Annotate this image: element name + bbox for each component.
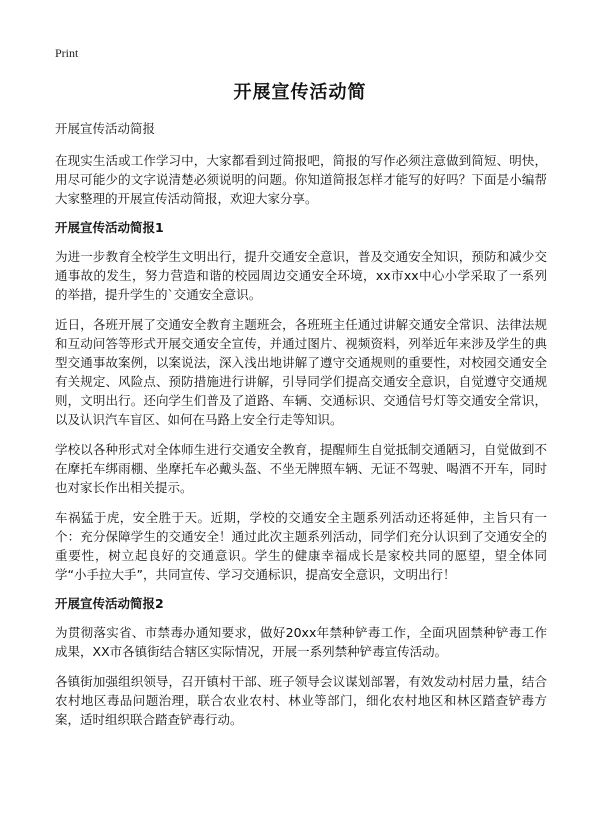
paragraph: 学校以各种形式对全体师生进行交通安全教育，提醒师生自觉抵制交通陋习，自觉做到不在摩托车绑雨棚、坐摩托车必戴头盔、不坐无牌照车辆、无证不驾驶、喝酒不开车，同时也对家长作出相关提示。 <box>55 442 547 495</box>
paragraph: 车祸猛于虎，安全胜于天。近期，学校的交通安全主题系列活动还将延伸，主旨只有一个：充分保障学生的交通安全！通过此次主题系列活动，同学们充分认识到了交通安全的重要性，树立起良好的交通意识。学生的健康幸福成长是家校共同的愿望，望全体同学“小手拉大手”，共同宣传、学习交通标识，提高安全意识，文明出行！ <box>55 510 547 582</box>
document-body <box>55 120 547 740</box>
section-1 <box>55 219 547 584</box>
paragraph: 近日，各班开展了交通安全教育主题班会，各班班主任通过讲解交通安全常识、法律法规和互动问答等形式开展交通安全宣传，并通过图片、视频资料，列举近年来涉及学生的典型交通事故案例，以案说法，深入浅出地讲解了遵守交通规则的重要性，对校园交通安全有关规定、风险点、预防措施进行讲解，引导同学们提高交通安全意识，自觉遵守交通规则，文明出行。还向学生们普及了道路、车辆、交通标识、交通信号灯等交通安全常识，以及认识汽车盲区、如何在马路上安全行走等知识。 <box>55 317 547 427</box>
page-title: 开展宣传活动简 <box>233 82 367 103</box>
section-heading: 开展宣传活动简报2 <box>55 596 164 611</box>
paragraph: 为进一步教育全校学生文明出行，提升交通安全意识，普及交通安全知识，预防和减少交通事故的发生，努力营造和谐的校园周边交通安全环境，xx市xx中心小学采取了一系列的举措，提升学生的`交通安全意识。 <box>55 249 547 302</box>
paragraph: 各镇街加强组织领导，召开镇村干部、班子领导会议谋划部署，有效发动村居力量，结合农村地区毒品问题治理，联合农业农村、林业等部门，细化农村地区和林区踏查铲毒方案，适时组织联合踏查铲毒行动。 <box>55 674 547 727</box>
intro-paragraph: 在现实生活或工作学习中，大家都看到过简报吧，简报的写作必须注意做到简短、明快，用尽可能少的文字说清楚必须说明的问题。你知道简报怎样才能写的好吗？下面是小编帮大家整理的开展宣传活动简报，欢迎大家分享。 <box>55 153 547 206</box>
section-heading: 开展宣传活动简报1 <box>55 220 164 235</box>
document-subtitle: 开展宣传活动简报 <box>55 121 156 136</box>
paragraph: 为贯彻落实省、市禁毒办通知要求，做好20xx年禁种铲毒工作，全面巩固禁种铲毒工作成果，XX市各镇街结合辖区实际情况，开展一系列禁种铲毒宣传活动。 <box>55 625 547 659</box>
section-2 <box>55 595 547 729</box>
print-link[interactable]: Print <box>55 46 79 60</box>
